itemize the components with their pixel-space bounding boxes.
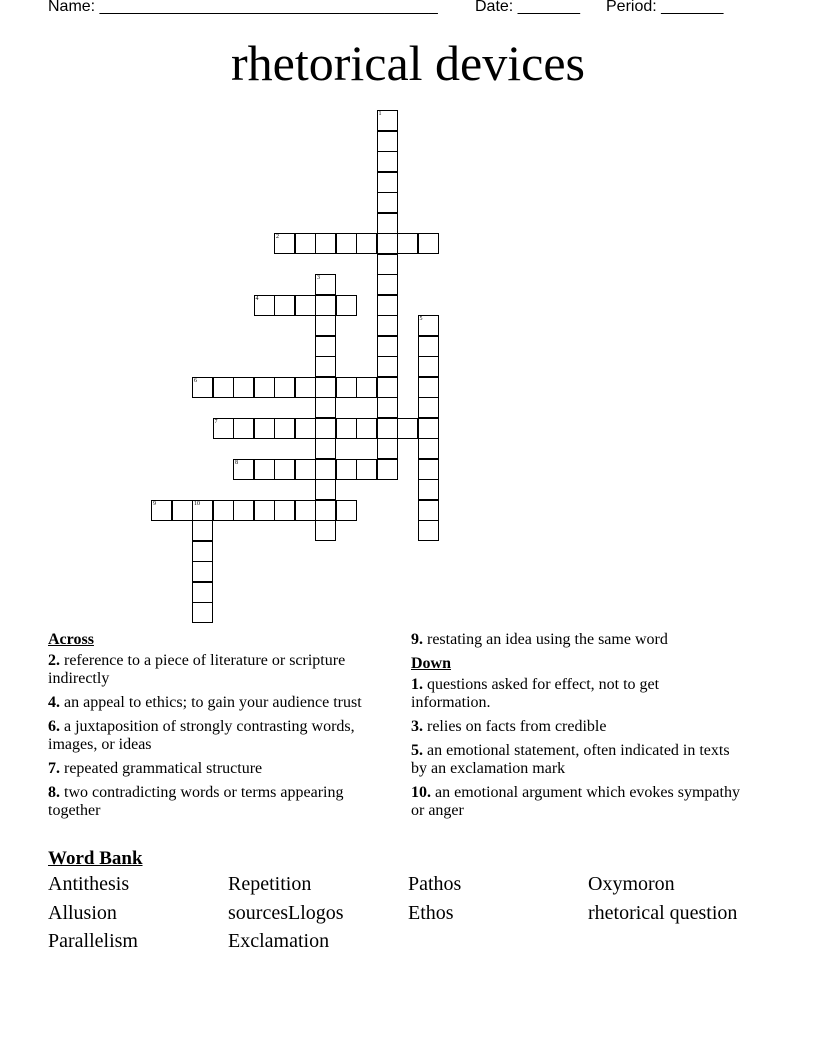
crossword-cell[interactable] [336,459,357,480]
crossword-cell[interactable] [377,295,398,316]
crossword-cell[interactable] [254,459,275,480]
across-heading: Across [48,631,94,648]
crossword-cell[interactable] [254,377,275,398]
crossword-cell[interactable] [233,459,254,480]
word-bank-item: Allusion [48,902,117,924]
crossword-cell[interactable] [377,172,398,193]
clue-down-3: 3. relies on facts from credible [411,718,607,735]
crossword-cell[interactable] [336,233,357,254]
crossword-cell[interactable] [377,377,398,398]
crossword-cell[interactable] [418,500,439,521]
crossword-cell[interactable] [356,233,377,254]
crossword-cell[interactable] [233,500,254,521]
clue-number: 2 [276,234,279,240]
clue-across-7: 7. repeated grammatical structure [48,760,263,777]
crossword-cell[interactable] [295,295,316,316]
crossword-cell[interactable] [213,377,234,398]
crossword-cell[interactable] [315,336,336,357]
word-bank-item: Repetition [228,873,312,895]
name-field[interactable]: Name: ______________________________________ [48,0,438,15]
crossword-cell[interactable] [418,459,439,480]
crossword-cell[interactable] [192,520,213,541]
crossword-cell[interactable] [295,377,316,398]
crossword-cell[interactable] [356,418,377,439]
clue-number: 3 [317,275,320,281]
down-heading: Down [411,655,452,672]
clue-across-2: 2. reference to a piece of literature or scripture indirectly [48,652,346,687]
crossword-cell[interactable] [377,131,398,152]
word-bank-item: Pathos [408,873,462,895]
down-clues [411,631,741,826]
crossword-cell[interactable] [377,110,398,131]
crossword-cell[interactable] [397,418,418,439]
crossword-cell[interactable] [377,356,398,377]
period-field[interactable]: Period: _______ [606,0,724,15]
crossword-cell[interactable] [377,233,398,254]
clue-number: 4 [255,295,259,302]
crossword-cell[interactable] [418,438,439,459]
clue-number: 10 [194,500,200,507]
crossword-cell[interactable] [315,295,336,316]
crossword-cell[interactable] [213,500,234,521]
crossword-cell[interactable] [315,520,336,541]
date-field[interactable]: Date: _______ [475,0,580,15]
crossword-cell[interactable] [192,500,213,521]
crossword-cell[interactable] [418,520,439,541]
crossword-cell[interactable] [377,213,398,234]
crossword-cell[interactable] [336,295,357,316]
word-bank-item: rhetorical question [588,902,738,924]
crossword-cell[interactable] [418,356,439,377]
crossword-cell[interactable] [315,315,336,336]
word-bank-item: Antithesis [48,873,130,895]
crossword-cell[interactable] [254,500,275,521]
clue-number: 5 [419,316,423,322]
crossword-cell[interactable] [151,500,172,521]
word-bank-item: Exclamation [228,930,330,952]
clue-number: 6 [194,377,197,384]
crossword-cell[interactable] [315,274,336,295]
crossword-cell[interactable] [192,541,213,562]
crossword-cell[interactable] [213,418,234,439]
crossword-cell[interactable] [274,500,295,521]
crossword-cell[interactable] [274,295,295,316]
clue-down-5: 5. an emotional statement, often indicated in texts by an exclamation mark [411,742,730,777]
crossword-cell[interactable] [233,377,254,398]
clue-number: 1 [378,111,382,117]
crossword-cell[interactable] [315,459,336,480]
crossword-cell[interactable] [397,233,418,254]
word-bank-title: Word Bank [48,848,143,869]
crossword-cell[interactable] [315,356,336,377]
crossword-cell[interactable] [336,418,357,439]
crossword-cell[interactable] [274,459,295,480]
crossword-cell[interactable] [377,192,398,213]
crossword-cell[interactable] [418,315,439,336]
crossword-cell[interactable] [418,418,439,439]
crossword-cell[interactable] [315,479,336,500]
crossword-cell[interactable] [295,500,316,521]
clue-across-8: 8. two contradicting words or terms appearing together [48,784,344,819]
word-bank-item: Oxymoron [588,873,675,895]
crossword-cell[interactable] [377,459,398,480]
crossword-cell[interactable] [356,459,377,480]
crossword-cell[interactable] [315,500,336,521]
crossword-cell[interactable] [254,418,275,439]
crossword-cell[interactable] [315,397,336,418]
clue-down-1: 1. questions asked for effect, not to get information. [411,676,660,711]
crossword-cell[interactable] [377,151,398,172]
clue-across-4: 4. an appeal to ethics; to gain your audience trust [48,694,362,711]
crossword-cell[interactable] [192,377,213,398]
crossword-cell[interactable] [336,500,357,521]
crossword-cell[interactable] [295,233,316,254]
crossword-cell[interactable] [315,233,336,254]
crossword-cell[interactable] [377,438,398,459]
crossword-cell[interactable] [315,418,336,439]
clue-number: 9 [153,500,156,507]
crossword-cell[interactable] [192,602,213,623]
crossword-cell[interactable] [315,438,336,459]
crossword-cell[interactable] [377,418,398,439]
crossword-cell[interactable] [377,254,398,275]
crossword-cell[interactable] [192,582,213,603]
word-bank-item: Parallelism [48,930,138,952]
across-clues [48,631,378,826]
crossword-cell[interactable] [274,418,295,439]
clue-number: 8 [235,459,238,466]
crossword-cell[interactable] [377,315,398,336]
crossword-cell[interactable] [233,418,254,439]
crossword-cell[interactable] [418,336,439,357]
clue-across-6: 6. a juxtaposition of strongly contrasting words, images, or ideas [48,718,355,753]
word-bank-item: sourcesLlogos [228,902,344,924]
crossword-cell[interactable] [295,418,316,439]
page-title: rhetorical devices [231,35,585,91]
clue-number: 7 [214,418,218,425]
crossword-cell[interactable] [418,377,439,398]
crossword-cell[interactable] [418,233,439,254]
crossword-cell[interactable] [254,295,275,316]
crossword-cell[interactable] [192,561,213,582]
clue-across-9: 9. restating an idea using the same word [411,631,668,648]
crossword-cell[interactable] [172,500,193,521]
crossword-cell[interactable] [356,377,377,398]
crossword-cell[interactable] [295,459,316,480]
crossword-cell[interactable] [274,233,295,254]
crossword-cell[interactable] [418,397,439,418]
crossword-cell[interactable] [315,377,336,398]
crossword-cell[interactable] [377,397,398,418]
crossword-cell[interactable] [336,377,357,398]
clue-down-10: 10. an emotional argument which evokes sympathy or anger [411,784,740,819]
crossword-cell[interactable] [377,336,398,357]
crossword-cell[interactable] [274,377,295,398]
crossword-cell[interactable] [418,479,439,500]
word-bank-item: Ethos [408,902,454,924]
crossword-cell[interactable] [377,274,398,295]
